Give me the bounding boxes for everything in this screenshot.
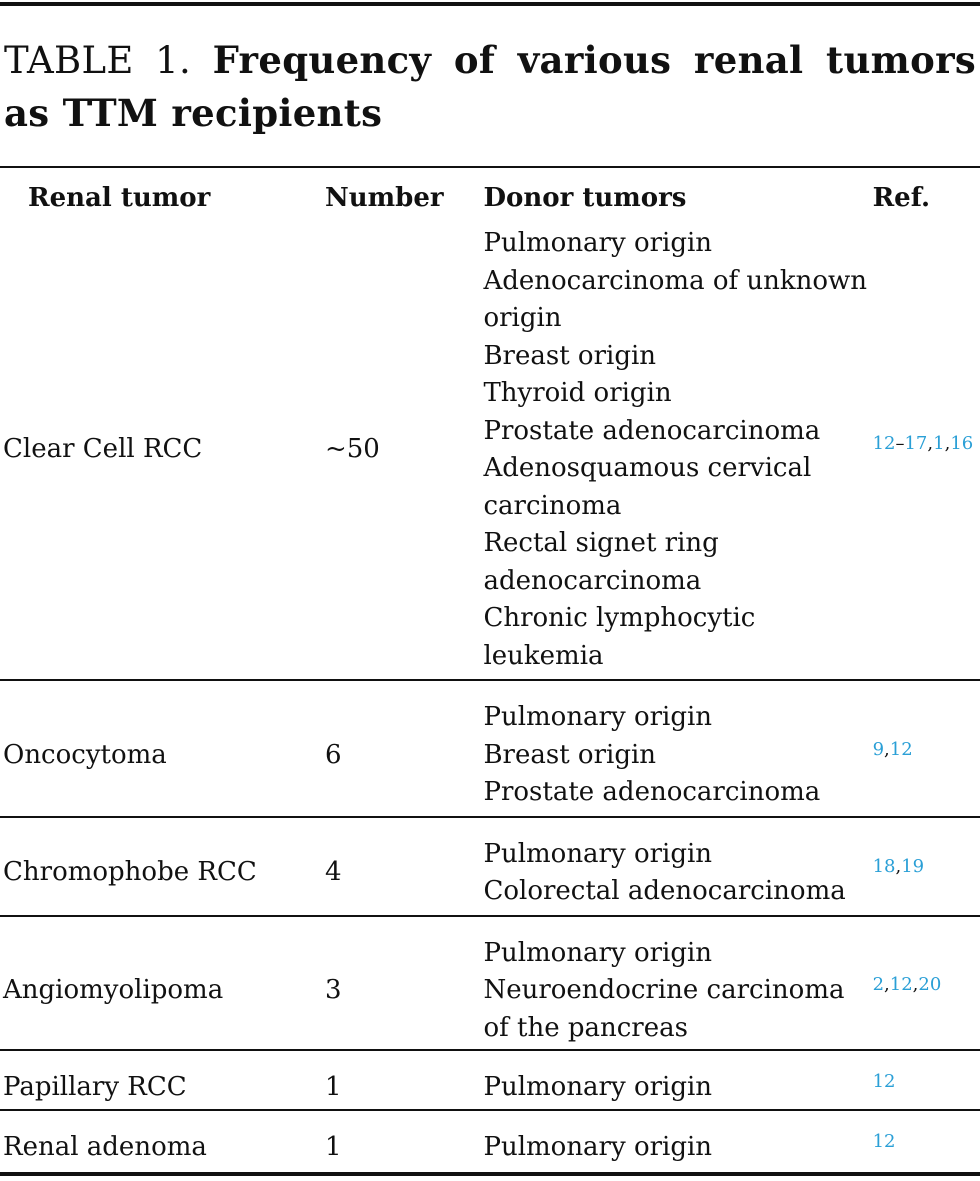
number-cell: 6 xyxy=(324,739,342,770)
renal-tumor-cell: Oncocytoma xyxy=(3,739,167,770)
donor-tumors-cell xyxy=(483,916,872,1051)
donor-item: Pulmonary origin xyxy=(483,228,713,258)
ref-link[interactable]: 2 xyxy=(872,974,885,995)
table-title: Frequency of various renal tumors as TTM recipients xyxy=(4,38,977,135)
donor-list xyxy=(483,836,872,911)
table-caption xyxy=(4,34,976,140)
donor-list xyxy=(483,1069,872,1107)
table-row xyxy=(0,916,980,1051)
table-row xyxy=(0,680,980,817)
table-row xyxy=(0,817,980,916)
ref-link[interactable]: 19 xyxy=(901,856,925,878)
donor-item: Prostate adenocarcinoma xyxy=(483,777,821,807)
ref-cell xyxy=(873,224,980,680)
donor-tumors-cell xyxy=(483,817,872,916)
header-donor-tumors: Donor tumors xyxy=(483,183,687,213)
donor-item: Prostate adenocarcinoma xyxy=(483,415,821,446)
number-cell: 1 xyxy=(324,1131,342,1162)
donor-list xyxy=(483,1129,872,1167)
ref-separator: , xyxy=(912,974,919,995)
number-cell: 4 xyxy=(324,857,342,888)
donor-item: Breast origin xyxy=(483,739,657,770)
ref-link[interactable]: 1 xyxy=(933,433,945,455)
donor-item: Chronic lymphocytic leukemia xyxy=(483,603,756,671)
ref-list xyxy=(873,856,925,877)
table-row xyxy=(0,1110,980,1175)
ref-separator: , xyxy=(927,433,934,455)
ref-separator: , xyxy=(884,738,890,760)
ref-list xyxy=(873,1071,896,1092)
donor-item: Colorectal adenocarcinoma xyxy=(483,876,846,906)
donor-item: Pulmonary origin xyxy=(483,1131,713,1162)
donor-item: Pulmonary origin xyxy=(483,937,713,968)
ref-separator: , xyxy=(884,974,890,995)
table-label: TABLE 1. xyxy=(4,39,192,82)
donor-tumors-cell xyxy=(483,1110,872,1175)
number-cell: 1 xyxy=(324,1072,342,1102)
donor-tumors-cell xyxy=(483,680,872,817)
number-cell: 3 xyxy=(324,975,342,1005)
ref-separator: , xyxy=(944,433,951,455)
donor-item: Neuroendocrine carcinoma of the pancreas xyxy=(483,975,845,1043)
donor-item: Pulmonary origin xyxy=(483,1072,713,1102)
ref-link[interactable]: 20 xyxy=(918,974,942,995)
donor-item: Adenosquamous cervical carcinoma xyxy=(483,453,812,521)
donor-list xyxy=(483,699,872,812)
ref-list xyxy=(873,974,942,995)
ref-link[interactable]: 18 xyxy=(872,856,896,878)
renal-tumor-cell: Renal adenoma xyxy=(3,1131,207,1162)
ref-link[interactable]: 12 xyxy=(872,433,896,455)
renal-tumor-cell: Chromophobe RCC xyxy=(3,857,257,888)
donor-item: Rectal signet ring adenocarcinoma xyxy=(483,528,719,596)
top-rule xyxy=(0,2,980,6)
ref-link[interactable]: 12 xyxy=(872,1130,896,1152)
ref-cell xyxy=(873,680,980,817)
ref-cell xyxy=(873,916,980,1051)
ref-list xyxy=(873,433,974,454)
table-row xyxy=(0,1050,980,1110)
renal-tumor-cell: Angiomyolipoma xyxy=(3,975,224,1005)
ref-cell xyxy=(873,1050,980,1110)
donor-item: Breast origin xyxy=(483,340,657,371)
ref-cell xyxy=(873,1110,980,1175)
donor-item: Adenocarcinoma of unknown origin xyxy=(483,265,868,333)
donor-list xyxy=(483,225,872,675)
ref-link[interactable]: 12 xyxy=(889,738,913,760)
renal-tumor-cell: Clear Cell RCC xyxy=(3,434,203,465)
donor-list xyxy=(483,935,872,1048)
header-number: Number xyxy=(324,183,444,213)
renal-tumor-cell: Papillary RCC xyxy=(3,1072,187,1102)
ref-link[interactable]: 17 xyxy=(904,433,928,455)
header-row xyxy=(0,167,980,224)
renal-tumor-table xyxy=(0,166,980,1176)
ref-separator: , xyxy=(895,856,902,878)
table-row xyxy=(0,224,980,680)
donor-item: Pulmonary origin xyxy=(483,838,713,869)
ref-link[interactable]: 9 xyxy=(872,738,885,760)
donor-item: Pulmonary origin xyxy=(483,702,713,732)
ref-separator: – xyxy=(895,433,905,455)
ref-list xyxy=(873,739,913,760)
ref-link[interactable]: 16 xyxy=(950,433,974,455)
header-renal-tumor: Renal tumor xyxy=(28,183,211,213)
ref-cell xyxy=(873,817,980,916)
header-ref: Ref. xyxy=(872,183,931,213)
donor-tumors-cell xyxy=(483,224,872,680)
donor-item: Thyroid origin xyxy=(483,378,672,408)
ref-list xyxy=(873,1131,896,1152)
ref-link[interactable]: 12 xyxy=(889,974,913,995)
number-cell: ~50 xyxy=(324,434,380,465)
donor-tumors-cell xyxy=(483,1050,872,1110)
ref-link[interactable]: 12 xyxy=(872,1071,896,1092)
